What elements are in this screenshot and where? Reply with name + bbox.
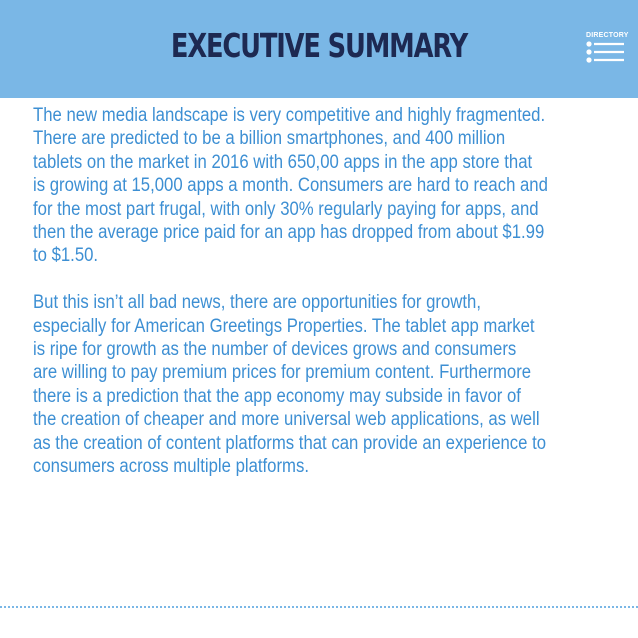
summary-body bbox=[33, 104, 596, 478]
directory-label: DIRECTORY bbox=[586, 32, 629, 39]
list-icon bbox=[586, 41, 626, 63]
paragraph-opportunities: But this isn’t all bad news, there are opportunities for growth, especially for American Greetings Properties. The tablet app market is ripe for growth as the number of devices grows and consumers are willing to pay premium prices for premium content. Furthermore there is a prediction that the app economy may subside in favor of the creation of cheaper and more universal web applications, as well as the creation of content platforms that can provide an experience to consumers across multiple platforms. bbox=[33, 292, 547, 478]
paragraph-market: The new media landscape is very competitive and highly fragmented. There are predicted to be a billion smartphones, and 400 million tablets on the market in 2016 with 650,00 apps in the app store that is growing at 15,000 apps a month. Consumers are hard to reach and for the most part frugal, with only 30% regularly paying for apps, and then the average price paid for an app has dropped from about $1.99 to $1.50. bbox=[33, 105, 548, 267]
footer-divider bbox=[0, 606, 638, 608]
page-title: EXECUTIVE SUMMARY bbox=[170, 26, 468, 65]
header-bar bbox=[0, 0, 638, 98]
directory-button[interactable] bbox=[586, 31, 629, 65]
